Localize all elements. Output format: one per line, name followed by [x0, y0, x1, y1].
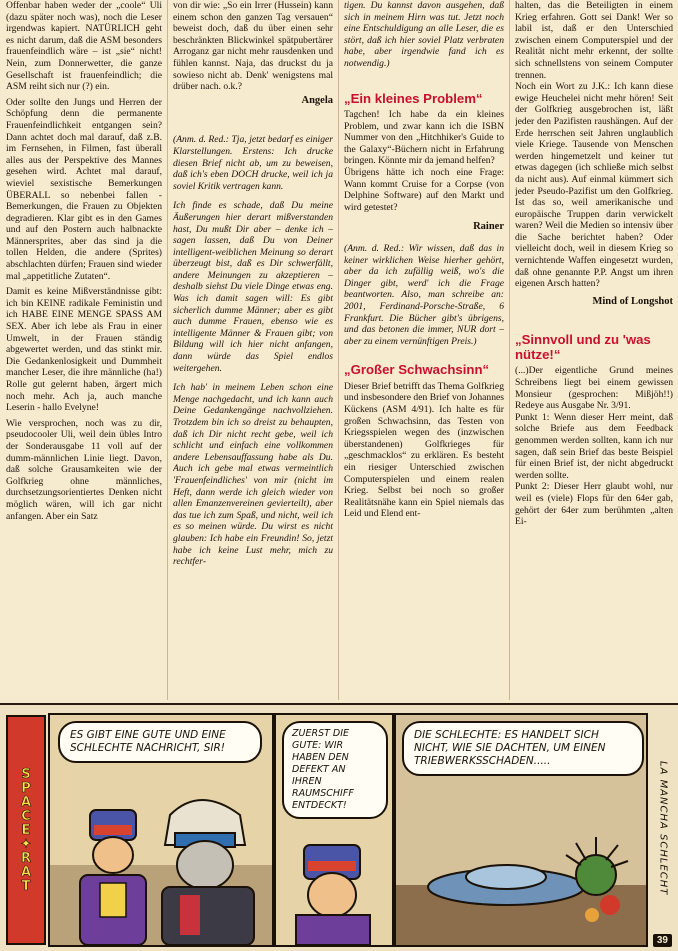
editor-note: tigen. Du kannst davon ausgehen, daß sich in meinem Hirn was tut. Jetzt noch eine Entschuldigung an alle Leser, die es stört, daß ich hier soviel Platz verbraten habe, aber irgendwie fand ich es notwendig.) [344, 0, 504, 69]
paragraph: Punkt 2: Dieser Herr glaubt wohl, nur weil es (viele) Flops für den 64er gab, gehört der 64er zum berühmten „alten Ei- [515, 481, 673, 528]
paragraph: halten, das die Beteiligten in einem Krieg erfahren. Gott sei Dank! Wer so labil ist, daß er den Unterschied zwischen einem Computerspiel und der Realität nicht mehr erkennt, der sollte sich schnellstens von seinem Computer trennen. [515, 0, 673, 81]
column-1 [6, 0, 162, 700]
signature-angela: Angela [301, 94, 333, 106]
paragraph: (...)Der eigentliche Grund meines Schreibens liegt bei einem gewissen Monsieur (gesprochen: Mißjöh!!) Redeye aus Ausgabe Nr. 3/91. [515, 365, 673, 412]
paragraph: Übrigens hätte ich noch eine Frage: Wann kommt Cruise for a Corpse (von Delphine Software) auf den Markt und wird getestet? [344, 167, 504, 213]
paragraph: Punkt 1: Wenn dieser Herr meint, daß solche Briefe aus dem Feedback genommen werden sollten, kann ich nur sagen, daß sein Brief das beste Beispiel für einen Brief ist, der nicht abgedruckt werden sollte. [515, 411, 673, 481]
artist-signature: LA MANCHA SCHLECHT [657, 760, 669, 896]
editor-note: (Anm. d. Red.: Wir wissen, daß das in keiner wirklichen Weise hierher gehört, aber da ich zufällig weiß, wo's die Dinger gibt, werd' ich die Frage beantworten. Also, man schreibe an: 2001, Ferdinand-Porsche-Straße, 6 Frankfurt. Die Bücher gibt's übrigens, und das betonen die immer, NUR dort – aber zu einem vernünftigen Preis.) [344, 243, 504, 347]
editor-note: (Anm. d. Red.: Tja, jetzt bedarf es einiger Klarstellungen. Erstens: Ich drucke diesen Brief nicht ab, um zu beweisen, daß ich's eben DOCH drucke, weil ich ja soviel Kritik vertragen kann. [173, 134, 333, 192]
comic-strip [0, 703, 678, 951]
paragraph: Wie versprochen, noch was zu dir, pseudocooler Uli, weil dein übles Intro der Sonderausgabe 11 voll auf der dumm-männlichen Linie liegt. Davon, daß solche Grausamkeiten wie der Golfkrieg ohne männliches, durchsetzungsorientiertes Denken nicht möglich wären, will ich gar nicht anfangen. Aber ein Satz [6, 417, 162, 522]
letter-headline: „Großer Schwachsinn“ [344, 362, 490, 378]
column-divider [509, 0, 510, 700]
space-rat-logo: SPACE✦RAT [6, 715, 46, 945]
paragraph: Offenbar haben weder der „coole“ Uli (dazu später noch was), noch die Leser irgendwas kapiert. NATÜRLICH geht es nicht darum, daß die ASM besonders frauenfeindlich wäre – ist „sie“ nicht! Nein, zum Donnerwetter, die ganze Gesellschaft ist frauenfeindlich; die ASM reiht sich nur (?) ein. [6, 0, 162, 93]
letter-headline: „Sinnvoll und zu 'was nütze!“ [515, 332, 651, 362]
paragraph: Tagchen! Ich habe da ein kleines Problem, und zwar kann ich die ISBN Nummer von den „Hitchhiker's Guide to the Galaxy“-Büchern nicht in Erfahrung bringen. Könnte mir da jemand helfen? [344, 109, 504, 167]
editor-note: Ich finde es schade, daß Du meine Äußerungen hier derart mißverstanden hast, Du mußt Dir aber – denke ich – sagen lassen, daß Du von Deiner intelligent-weiblichen Meinung so derart überzeugt bist, daß es Dir schwerfällt, andere Meinungen zu akzeptieren – deshalb siehst Du viele Dinge etwas eng. Was ich damit sagen will: Es gibt sicherlich dumme Männer; aber es gibt auch dumme Frauen, ebenso wie es intelligente Männer & Frauen gibt; von Bildung will ich hier nicht anfangen, dann würde das Spiel endlos weitergehen. [173, 200, 333, 374]
letter-headline: „Ein kleines Problem“ [344, 90, 483, 106]
paragraph: Oder sollte den Jungs und Herren der Schöpfung denn die permanente Frauenfeindlichkeit entgangen sein? Dann achtet doch mal darauf, daß z.B. im Fernsehen, in Filmen, fast überall alles aus der Perspektive des Mannes gesehen wird. Achtet mal darauf, wieviel sexistische Bemerkungen ÜBERALL so nebenbei fallen - Bemerkungen, die Frauen zu Objekten degradieren. Klar gibt es in den Games und auf den Postern auch halbnackte Männersprites, aber das sind ja die tollen Helden, die andere (Sprites) abschlachten dürfen; Frauen sind wieder mal „appetitliche Zutaten“. [6, 96, 162, 282]
paragraph: Damit es keine Mißverständnisse gibt: ich bin KEINE radikale Feministin und ich HABE EINE MENGE SPASS AM SEX. Aber ich lebe als Frau in einer Umwelt, in der Frauen ständig abgewertet werden, und das stinkt mir. Die Gedankenlosigkeit und Dummheit mancher Leser, die ihre männliche (ha!) Rolle gut gelernt haben, ärgert mich noch mehr. Ach ja, auch manche Leserin - hallo Evelyne! [6, 286, 162, 414]
signature-longshot: Mind of Longshot [592, 295, 673, 307]
comic-panel-2 [274, 713, 394, 947]
speech-bubble-2: ZUERST DIE GUTE: WIR HABEN DEN DEFEKT AN IHREN RAUMSCHIFF ENTDECKT! [282, 721, 388, 819]
paragraph: von dir wie: „So ein Irrer (Hussein) kann einem schon den ganzen Tag versauen“ beweist doch, daß du über einen sehr beschränkten Blickwinkel spätpubertärer Arroganz gar nicht mehr rausdenken und fühlen kannst. Naja, das druckst du ja sowieso nicht ab. Denk' wenigstens mal drüber nach. o.k.? [173, 0, 333, 93]
speech-bubble-3: DIE SCHLECHTE: ES HANDELT SICH NICHT, WIE SIE DACHTEN, UM EINEN TRIEBWERKSSCHADEN..... [402, 721, 644, 776]
pilot-character [80, 810, 146, 945]
editor-note: Ich hab' in meinem Leben schon eine Menge nachgedacht, und ich kann auch Deine Gedankengänge nachvollziehen. Trotzdem bin ich so dreist zu behaupten, daß ich Dir nicht recht gebe, weil ich schlicht und einfach eine vollkommen andere Lebensauffassung habe als Du. Auch ich gebe mal etwas vermeintlich 'Frauenfeindliches' von mir (nicht im Heft, dann werde ich gleich wieder von allen Emanzenvereinen gevierteilt), aber das tue ich zum Spaß, und nicht, weil ich es so meinen würde. Du wirst es nicht glauben: Ich habe ein Freundin! So, jetzt habe ich keine Lust mehr, mich zu rechtfer- [173, 382, 333, 568]
column-divider [338, 0, 339, 700]
comic-panel-1 [48, 713, 274, 947]
signature-rainer: Rainer [473, 221, 504, 233]
column-2 [173, 0, 333, 700]
column-divider [167, 0, 168, 700]
paragraph: Dieser Brief betrifft das Thema Golfkrieg und insbesondere den Brief von Johannes Kückens (ASM 4/91). Ich halte es für großen Schwachsinn, das Testen von Kriegsspielen wegen des (inzwischen überstandenen) Golfkrieges für „geschmacklos“ zu erklären. Es besteht ein riesiger Unterschied zwischen Computerspielen und einem realen Krieg. Selbst bei noch so großer Realitätsnähe kann ein Spiel niemals das Leid und Elend ent- [344, 380, 504, 520]
page-number: 39 [653, 934, 672, 947]
column-3 [344, 0, 504, 700]
column-4 [515, 0, 673, 700]
speech-bubble-1: ES GIBT EINE GUTE UND EINE SCHLECHTE NACHRICHT, SIR! [58, 721, 262, 763]
comic-panel-3 [394, 713, 648, 947]
paragraph: Noch ein Wort zu J.K.: Ich kann diese ewige Heuchelei nicht mehr hören! Seit der Golfkrieg ausgebrochen ist, läßt jeder den Pazifisten raushängen. Auf der Erde herrschen seit Jahren unglaublich viele Kriege. Tausende von Menschen werden hingemetzelt und keiner tut etwas dagegen (ich schließe mich selbst da nicht aus). Auf einmal kümmert sich jeder Pseudo-Pazifist um den Golfkrieg. Ist das so, weil amerikanische und europäische Truppen darin verwickelt waren? Weil die Medien so intensiv über die Sache berichtet haben? Oder vielleicht doch, weil in diesem Krieg so vernichtende Waffen eingesetzt wurden, daß ohne genannte P.P. Angst um ihren eigenen Arsch hatten? [515, 81, 673, 290]
